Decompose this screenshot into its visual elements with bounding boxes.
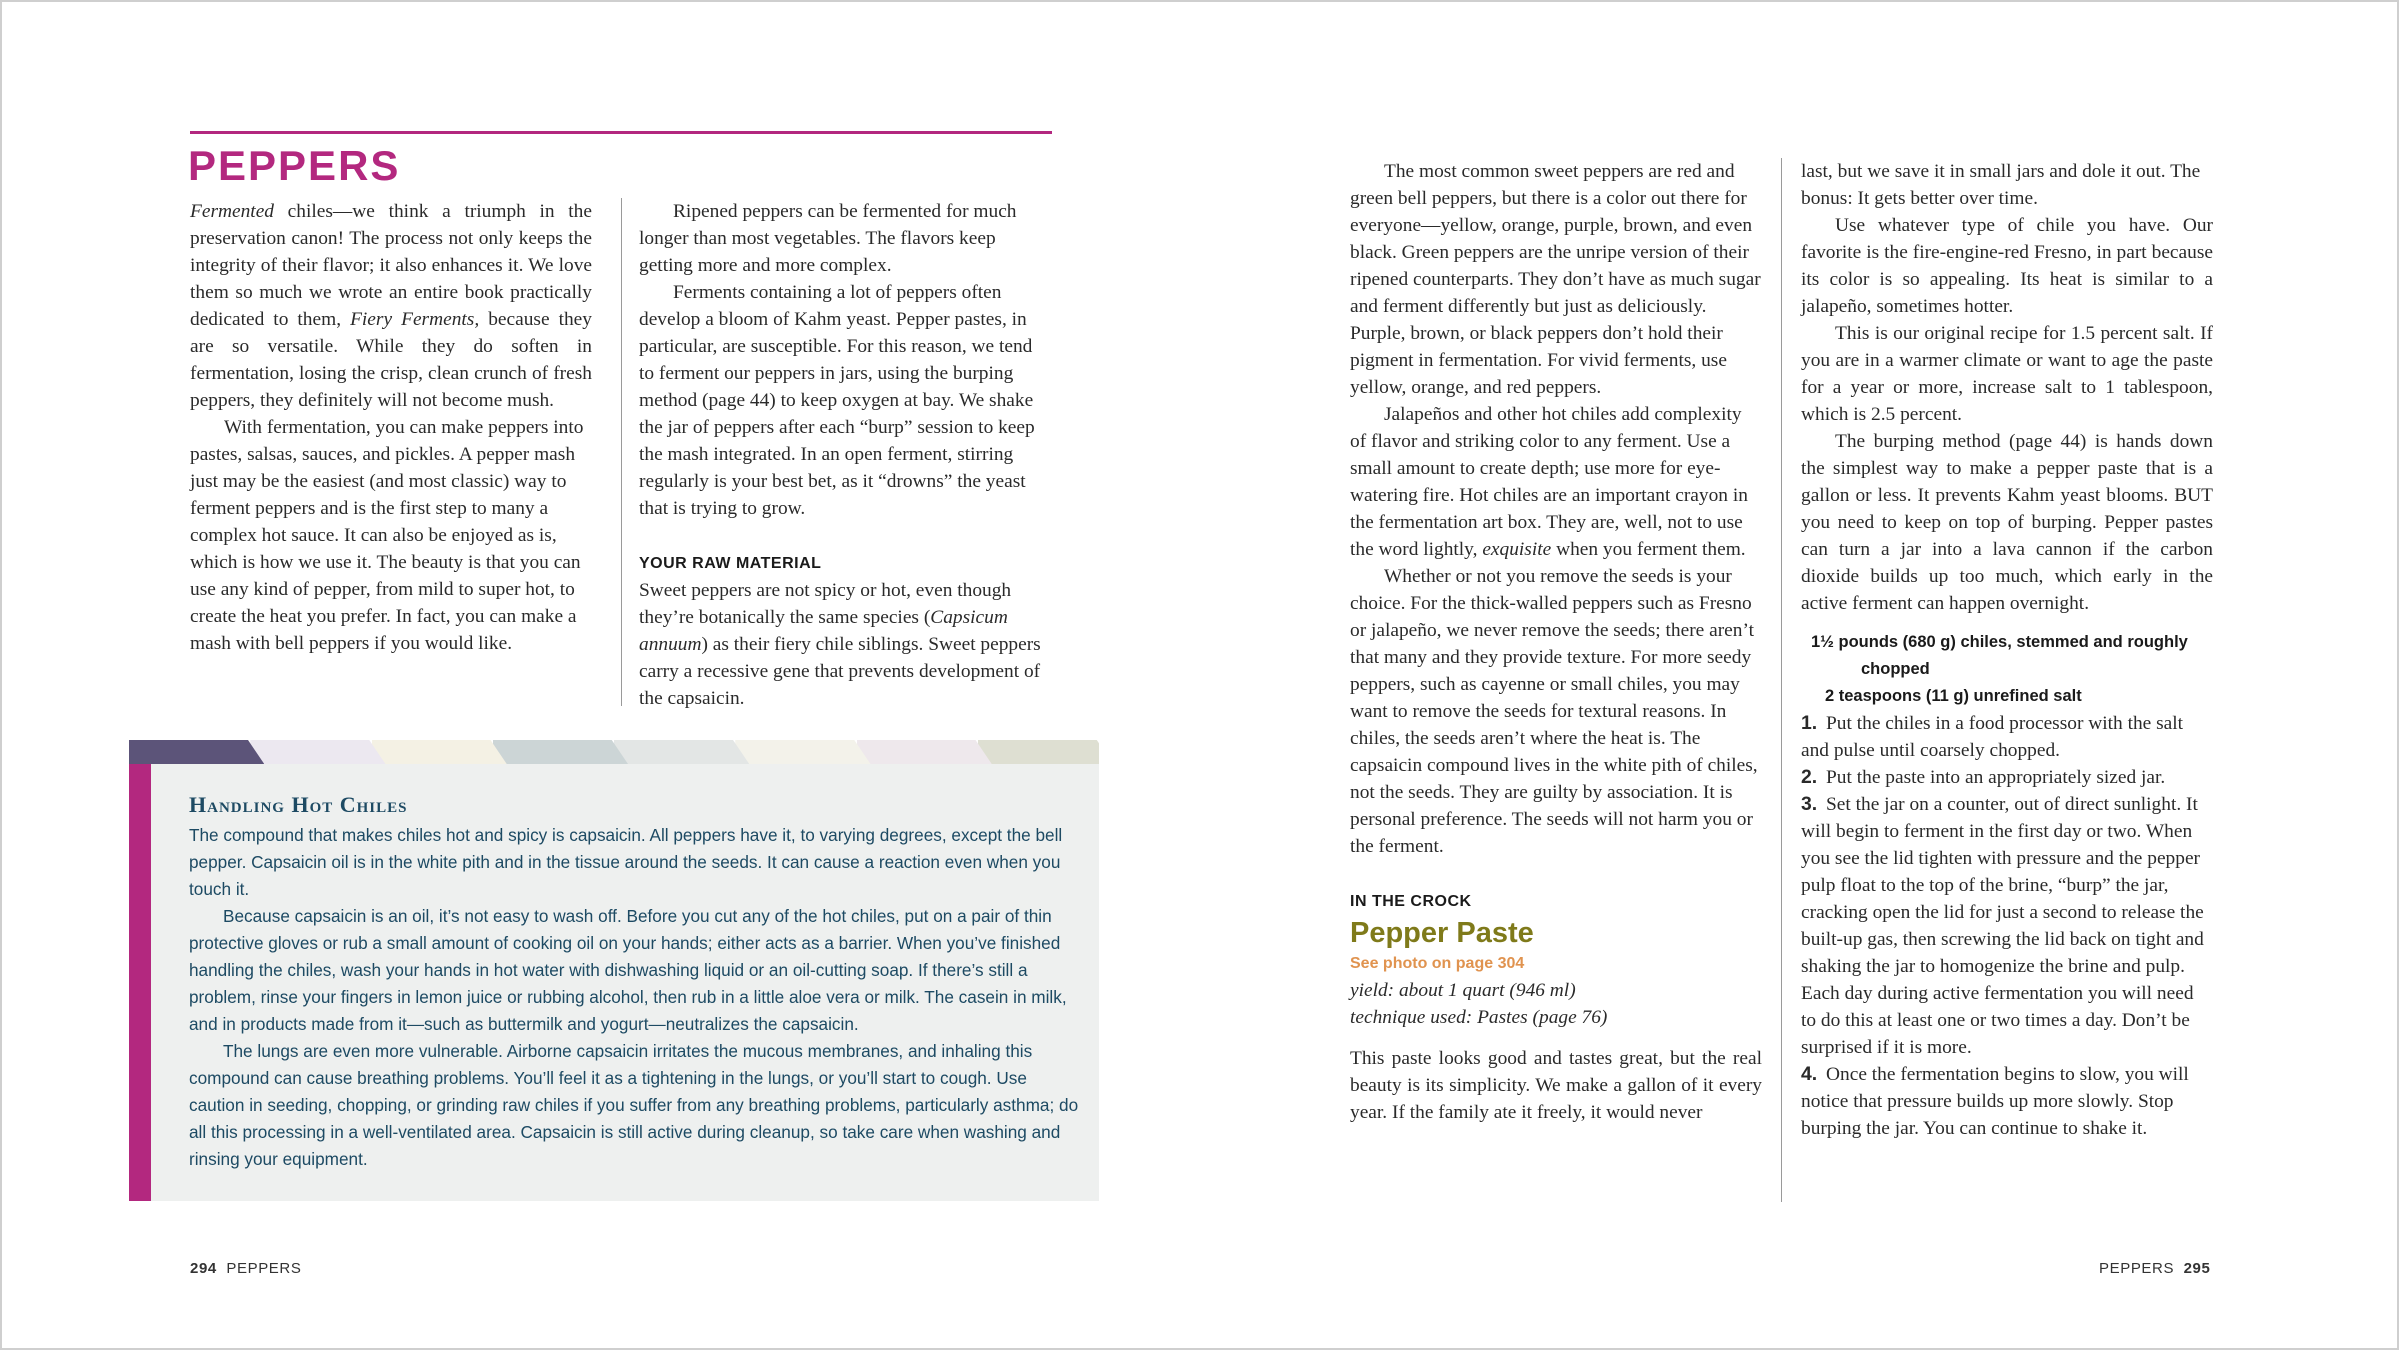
ingredient-item-continued: chopped [1861,660,1930,678]
sidebar-stripe [857,740,992,764]
sidebar-stripe [978,740,1099,764]
running-head: PEPPERS [2099,1260,2175,1277]
sidebar-paragraph: The lungs are even more vulnerable. Airborne capsaicin irritates the mucous membranes, and inhaling this compound can cause breathing problems. You’ll feel it as a tightening in the lungs, or you’ll start to cough. Use caution in seeding, chopping, or grinding raw chiles if you suffer from any breathing problems, particularly asthma; do all this processing in a well-ventilated area. Capsaicin is still active during cleanup, so take care when washing and rinsing your equipment. [189,1041,1079,1169]
left-column-1 [190,198,592,657]
sidebar-accent-bar [129,764,151,1201]
column-divider [1781,158,1782,1202]
recipe-steps [1801,710,2213,1142]
sidebar-stripe [250,740,385,764]
recipe-step [1801,710,2213,764]
step-number: 3. [1801,793,1818,815]
recipe-yield: yield: about 1 quart (946 ml) [1350,980,1576,1001]
step-number: 1. [1801,712,1818,734]
paragraph: Ferments containing a lot of peppers often develop a bloom of Kahm yeast. Pepper pastes, in particular, are susceptible. For this reason, we tend to ferment our peppers in jars, using the burping method (page 44) to keep oxygen at bay. We shake the jar of peppers after each “burp” session to keep the mash integrated. In an open ferment, stirring regularly is your best bet, as it “drowns” the yeast that is trying to grow. [639,282,1035,519]
left-page [2,2,1201,1352]
step-text: Once the fermentation begins to slow, you will notice that pressure builds up more slowly. Stop burping the jar. You can continue to shake it. [1801,1064,2189,1139]
sidebar-paragraph: The compound that makes chiles hot and spicy is capsaicin. All peppers have it, to varying degrees, except the bell pepper. Capsaicin oil is in the white pith and in the tissue around the seeds. It can cause a reaction even when you touch it. [189,825,1063,899]
paragraph: Jalapeños and other hot chiles add complexity of flavor and striking color to any ferment. Use a small amount to create depth; use more for eye-watering fire. Hot chiles are an important crayon in the fermentation art box. They are, well, not to use the word lightly, exquisite when you ferment them. [1350,404,1748,560]
ingredient-list [1811,629,2213,710]
right-column-2 [1801,158,2213,1142]
paragraph: Sweet peppers are not spicy or hot, even though they’re botanically the same species (Capsicum annuum) as their fiery chile siblings. Sweet peppers carry a recessive gene that prevents development of the capsaicin. [639,580,1041,709]
recipe-step [1801,1061,2213,1142]
ingredient-item: 1½ pounds (680 g) chiles, stemmed and roughly [1811,633,2188,651]
step-text: Put the paste into an appropriately sized jar. [1821,767,2166,788]
sidebar-stripe [129,740,264,764]
sidebar-stripe-bar [129,740,1099,764]
page-number: 295 [2183,1260,2211,1277]
step-text: Set the jar on a counter, out of direct sunlight. It will begin to ferment in the first day or two. When you see the lid tighten with pressure and the pepper pulp float to the top of the brine, “burp” the jar, cracking open the lid for just a second to release the built-up gas, then screwing the lid back on tight and shaking the jar to homogenize the brine and pulp. Each day during active fermentation you will need to do this at least one or two times a day. Don’t be surprised if it is more. [1801,794,2204,1058]
recipe-section-label: IN THE CROCK [1350,893,1472,910]
title-rule [190,131,1052,134]
right-folio [2099,1260,2210,1277]
sidebar-title: Handling Hot Chiles [189,792,408,817]
recipe-step [1801,791,2213,1061]
sidebar-box [129,740,1099,1201]
paragraph: Ripened peppers can be fermented for much longer than most vegetables. The flavors keep getting more and more complex. [639,201,1017,276]
ingredient-item: 2 teaspoons (11 g) unrefined salt [1825,687,2082,705]
step-number: 4. [1801,1063,1818,1085]
section-heading: YOUR RAW MATERIAL [639,555,822,572]
paragraph: Use whatever type of chile you have. Our favorite is the fire-engine-red Fresno, in part because its color is so appealing. Its heat is similar to a jalapeño, sometimes hotter. [1801,215,2213,317]
paragraph: The burping method (page 44) is hands down the simplest way to make a pepper paste that is a gallon or less. It prevents Kahm yeast blooms. BUT you need to keep on top of burping. Pepper pastes can turn a jar into a lava cannon if the carbon dioxide builds up too much, which early in the active ferment can happen overnight. [1801,431,2213,614]
photo-reference: See photo on page 304 [1350,955,1525,972]
page-title: PEPPERS [188,142,401,189]
recipe-technique: technique used: Pastes (page 76) [1350,1007,1608,1028]
right-page [1201,2,2399,1352]
sidebar-stripe [614,740,749,764]
paragraph: last, but we save it in small jars and dole it out. The bonus: It gets better over time. [1801,161,2201,209]
sidebar-paragraph: Because capsaicin is an oil, it’s not easy to wash off. Before you cut any of the hot chiles, put on a pair of thin protective gloves or rub a small amount of cooking oil on your hands; either acts as a barrier. When you’ve finished handling the chiles, wash your hands in hot water with dishwashing liquid or an oil-cutting soap. If there’s still a problem, rinse your fingers in lemon juice or rubbing alcohol, then rub in a little aloe vera or milk. The casein in milk, and in products made from it—such as buttermilk and yogurt—neutralizes the capsaicin. [189,906,1067,1034]
page-number: 294 [190,1260,217,1277]
column-divider [621,198,622,706]
running-head: PEPPERS [226,1260,302,1277]
left-folio [190,1260,301,1277]
left-column-2 [639,198,1051,712]
sidebar-stripe [372,740,507,764]
paragraph: Whether or not you remove the seeds is your choice. For the thick-walled peppers such as Fresno or jalapeño, we never remove the seeds; there aren’t that many and they provide texture. For more seedy peppers, such as cayenne or small chiles, you may want to remove the seeds for textural reasons. In chiles, the seeds aren’t where the heat is. The capsaicin compound lives in the white pith of chiles, not the seeds. They are guilty by association. It is personal preference. The seeds will not harm you or the ferment. [1350,566,1758,857]
paragraph: The most common sweet peppers are red and green bell peppers, but there is a color out there for everyone—yellow, orange, purple, brown, and even black. Green peppers are the unripe version of their ripened counterparts. They don’t have as much sugar and ferment differently but just as deliciously. Purple, brown, or black peppers don’t hold their pigment in fermentation. For vivid ferments, use yellow, orange, and red peppers. [1350,161,1761,398]
paragraph: With fermentation, you can make peppers into pastes, salsas, sauces, and pickles. A pepper mash just may be the easiest (and most classic) way to ferment peppers and is the first step to many a complex hot sauce. It can also be enjoyed as is, which is how we use it. The beauty is that you can use any kind of pepper, from mild to super hot, to create the heat you prefer. In fact, you can make a mash with bell peppers if you would like. [190,417,584,654]
step-number: 2. [1801,766,1818,788]
sidebar-stripe [493,740,628,764]
intro-paragraph: Fermented chiles—we think a triumph in the preservation canon! The process not only keeps the integrity of their flavor; it also enhances it. We love them so much we wrote an entire book practically dedicated to them, Fiery Ferments, because they are so versatile. While they do soften in fermentation, losing the crisp, clean crunch of fresh peppers, they definitely will not become mush. [190,201,592,411]
recipe-title: Pepper Paste [1350,917,1534,949]
paragraph: This paste looks good and tastes great, but the real beauty is its simplicity. We make a gallon of it every year. If the family ate it freely, it would never [1350,1048,1762,1123]
paragraph: This is our original recipe for 1.5 percent salt. If you are in a warmer climate or want to age the paste for a year or more, increase salt to 1 tablespoon, which is 2.5 percent. [1801,323,2213,425]
sidebar-text [189,822,1083,1173]
right-column-1 [1350,158,1762,1126]
step-text: Put the chiles in a food processor with the salt and pulse until coarsely chopped. [1801,713,2184,761]
sidebar-stripe [735,740,870,764]
recipe-step [1801,764,2213,791]
